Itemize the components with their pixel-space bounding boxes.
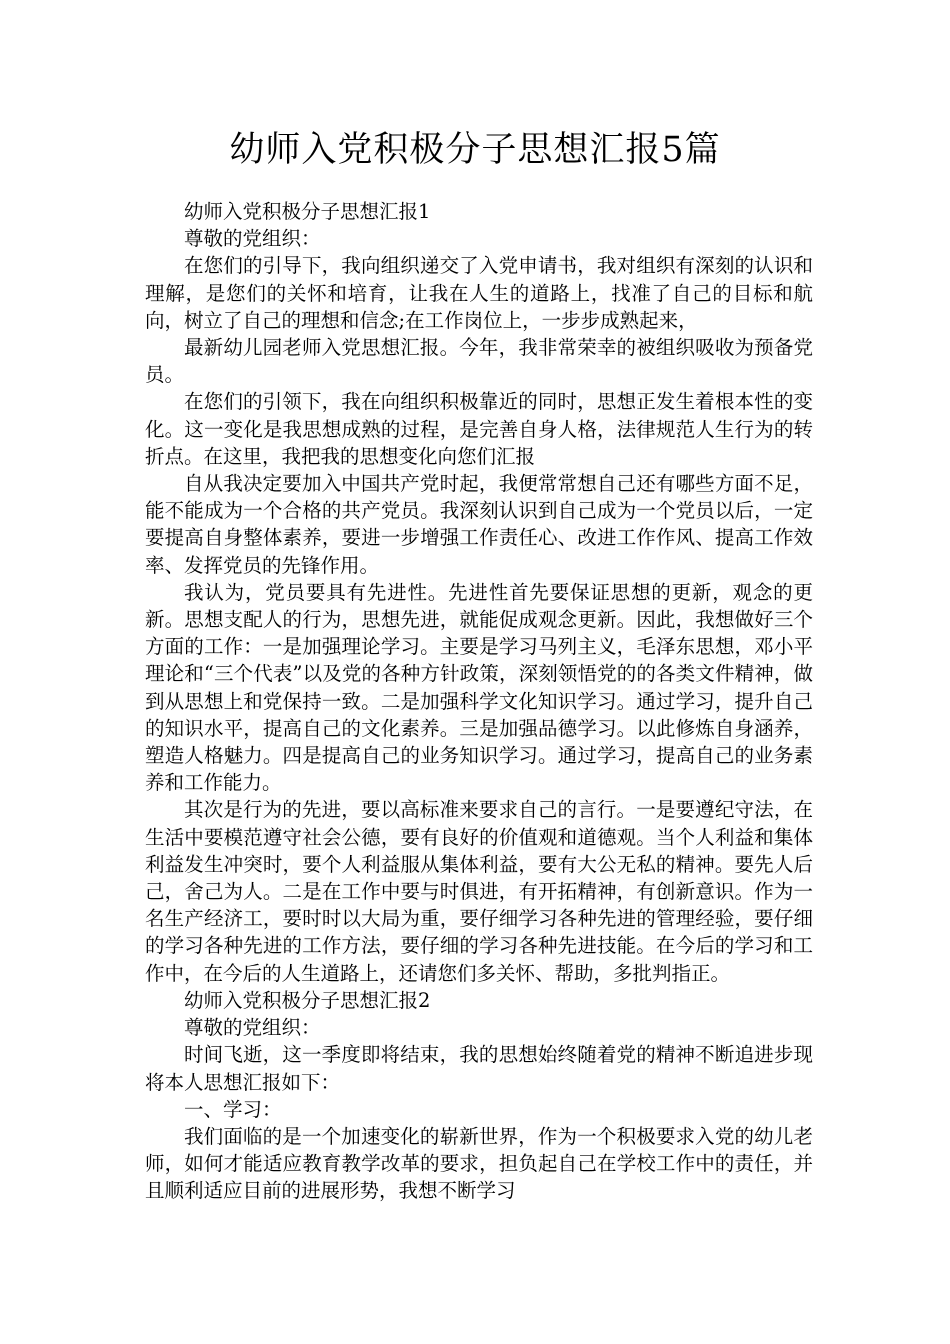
salutation: 尊敬的党组织：	[184, 1016, 321, 1040]
paragraph: 时间飞逝，这一季度即将结束，我的思想始终随着党的精神不断追进步现将本人思想汇报如下：	[145, 1043, 813, 1094]
section-heading-1: 幼师入党积极分子思想汇报1	[184, 200, 431, 223]
document-title: 幼师入党积极分子思想汇报5篇	[229, 130, 721, 170]
paragraph: 我认为，党员要具有先进性。先进性首先要保证思想的更新，观念的更新。思想支配人的行为，思想先进，就能促成观念更新。因此，我想做好三个方面的工作：一是加强理论学习。主要是学习马列主义，毛泽东思想，邓小平理论和“三个代表”以及党的各种方针政策，深刻领悟党的的各类文件精神，做到从思想上和党保持一致。二是加强科学文化知识学习。通过学习，提升自己的知识水平，提高自己的文化素养。三是加强品德学习。以此修炼自身涵养，塑造人格魅力。四是提高自己的业务知识学习。通过学习，提高自己的业务素养和工作能力。	[145, 580, 813, 795]
paragraph: 在您们的引领下，我在向组织积极靠近的同时，思想正发生着根本性的变化。这一变化是我思想成熟的过程，是完善自身人格，法律规范人生行为的转折点。在这里，我把我的思想变化向您们汇报	[145, 390, 813, 468]
paragraph: 我们面临的是一个加速变化的崭新世界，作为一个积极要求入党的幼儿老师，如何才能适应教育教学改革的要求，担负起自己在学校工作中的责任，并且顺利适应目前的进展形势，我想不断学习	[145, 1124, 813, 1203]
subsection-heading: 一、学习：	[184, 1097, 282, 1121]
paragraph: 在您们的引导下，我向组织递交了入党申请书，我对组织有深刻的认识和理解，是您们的关怀和培育，让我在人生的道路上，找准了自己的目标和航向，树立了自己的理想和信念;在工作岗位上，一步步成熟起来，	[145, 254, 813, 332]
paragraph: 最新幼儿园老师入党思想汇报。今年，我非常荣幸的被组织吸收为预备党员。	[145, 336, 813, 387]
salutation: 尊敬的党组织：	[184, 227, 321, 251]
paragraph: 自从我决定要加入中国共产党时起，我便常常想自己还有哪些方面不足，能不能成为一个合格的共产党员。我深刻认识到自己成为一个党员以后，一定要提高自身整体素养，要进一步增强工作责任心、改进工作作风、提高工作效率、发挥党员的先锋作用。	[145, 472, 813, 577]
document-body	[145, 198, 813, 1205]
paragraph: 其次是行为的先进，要以高标准来要求自己的言行。一是要遵纪守法，在生活中要模范遵守社会公德，要有良好的价值观和道德观。当个人利益和集体利益发生冲突时，要个人利益服从集体利益，要有大公无私的精神。要先人后己，舍己为人。二是在工作中要与时俱进，有开拓精神，有创新意识。作为一名生产经济工，要时时以大局为重，要仔细学习各种先进的管理经验，要仔细的学习各种先进的工作方法，要仔细的学习各种先进技能。在今后的学习和工作中，在今后的人生道路上，还请您们多关怀、帮助，多批判指正。	[145, 798, 813, 985]
section-heading-2: 幼师入党积极分子思想汇报2	[184, 988, 431, 1012]
